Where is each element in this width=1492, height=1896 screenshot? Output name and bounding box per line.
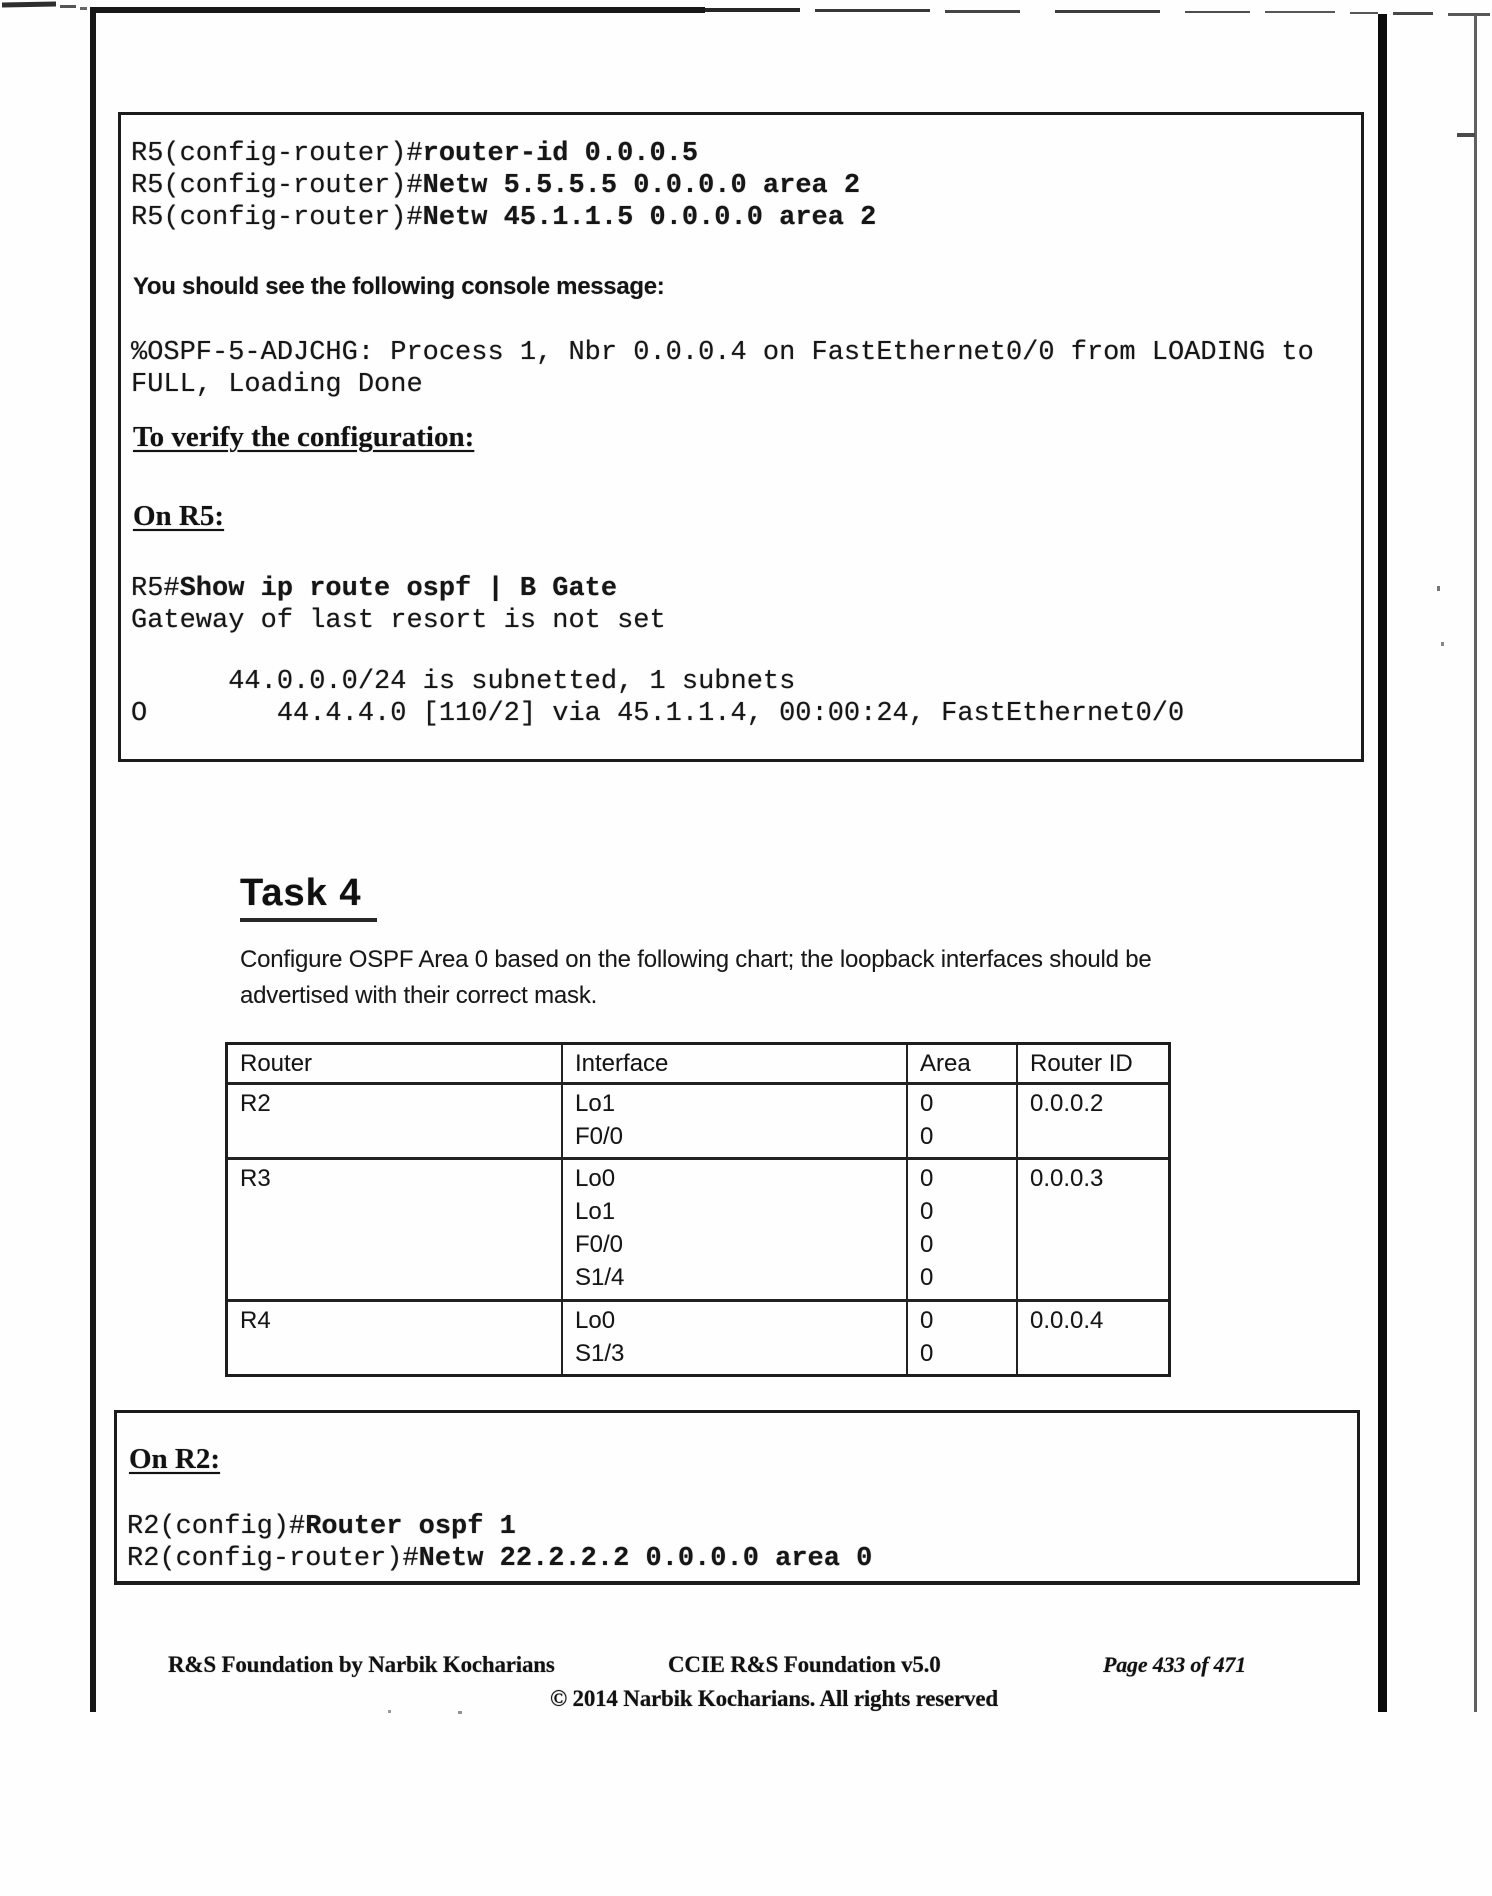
router-cell: R3: [240, 1165, 271, 1192]
console-note: You should see the following console message:: [133, 273, 665, 300]
page-frame-top-dash: [945, 10, 1020, 13]
area-line: 0: [920, 1340, 934, 1367]
cli-prompt: R5(config-router)#: [131, 203, 423, 233]
router-id-cell: 0.0.0.3: [1016, 1160, 1162, 1299]
scan-speck: [1437, 586, 1440, 591]
router-cell: R4: [240, 1307, 271, 1334]
area-line: 0: [920, 1090, 934, 1117]
area-line: 0: [920, 1165, 934, 1192]
cli-output-line: 44.0.0.0/24 is subnetted, 1 subnets: [131, 667, 796, 697]
page-frame-top: [90, 7, 705, 13]
scan-speck: [388, 1710, 391, 1713]
router-id-cell: 0.0.0.2: [1016, 1085, 1162, 1157]
cli-line: [131, 170, 860, 202]
interface-cell: [561, 1160, 906, 1299]
table-row-r2: [228, 1082, 1168, 1157]
area-line: 0: [920, 1264, 934, 1291]
cli-command: Netw 5.5.5.5 0.0.0.0 area 2: [422, 171, 861, 201]
interface-line: S1/3: [575, 1340, 625, 1367]
cli-prompt: R5#: [131, 574, 180, 604]
column-header-area: Area: [906, 1045, 1016, 1082]
verify-heading: To verify the configuration:: [133, 421, 475, 453]
cli-prompt: R5(config-router)#: [131, 139, 423, 169]
interface-line: Lo0: [575, 1165, 616, 1192]
router-id-cell: 0.0.0.4: [1016, 1302, 1162, 1374]
area-line: 0: [920, 1307, 934, 1334]
page-frame-top-dash: [1265, 11, 1335, 13]
area-cell: [906, 1160, 1016, 1299]
on-r2-heading: On R2:: [129, 1443, 221, 1475]
page-frame-top-dash: [1448, 13, 1490, 16]
interface-line: Lo0: [575, 1307, 616, 1334]
column-header-router: Router: [240, 1050, 313, 1077]
cli-prompt: R5(config-router)#: [131, 171, 423, 201]
table-header-row: [228, 1045, 1168, 1082]
page-frame-top-dash: [1350, 12, 1378, 14]
cli-line: [131, 138, 698, 170]
console-box-r2: [114, 1410, 1360, 1585]
area-cell: [906, 1085, 1016, 1157]
scan-artifact-dash: [2, 2, 56, 8]
cli-line: [131, 202, 876, 234]
on-r5-heading: On R5:: [133, 500, 225, 532]
area-line: 0: [920, 1231, 934, 1258]
console-message-line: FULL, Loading Done: [131, 370, 423, 400]
page-frame-left: [90, 7, 96, 1712]
cli-prompt: R2(config-router)#: [127, 1544, 419, 1574]
console-output-box-r5: [118, 112, 1364, 762]
cli-command: Router ospf 1: [305, 1512, 516, 1542]
scan-speck: [1441, 642, 1444, 646]
page-edge-line: [1474, 15, 1477, 1712]
router-cell: R2: [240, 1090, 271, 1117]
footer-course-title: CCIE R&S Foundation v5.0: [668, 1652, 941, 1677]
cli-command: Netw 45.1.1.5 0.0.0.0 area 2: [422, 203, 877, 233]
interface-line: Lo1: [575, 1090, 616, 1117]
cli-line: [127, 1543, 872, 1575]
scan-speck: [458, 1711, 462, 1714]
area-line: 0: [920, 1123, 934, 1150]
spine-shadow-bar: [1378, 14, 1387, 1712]
cli-prompt: R2(config)#: [127, 1512, 306, 1542]
page-edge-tick: [1457, 133, 1475, 137]
footer-page-number: Page 433 of 471: [1103, 1652, 1247, 1677]
cli-output-line: O 44.4.4.0 [110/2] via 45.1.1.4, 00:00:24, FastEthernet0/0: [131, 699, 1185, 729]
cli-line: [131, 573, 617, 605]
page-frame-top-dash: [705, 8, 800, 12]
cli-command: router-id 0.0.0.5: [422, 139, 699, 169]
area-line: 0: [920, 1198, 934, 1225]
page-frame-top-dash: [1393, 12, 1433, 15]
task-title: Task 4: [240, 872, 377, 922]
interface-cell: [561, 1302, 906, 1374]
interface-line: S1/4: [575, 1264, 625, 1291]
page-frame-top-dash: [1185, 11, 1250, 13]
cli-command: Show ip route ospf | B Gate: [179, 574, 618, 604]
page-frame-top-dash: [1055, 10, 1160, 13]
cli-command: Netw 22.2.2.2 0.0.0.0 area 0: [418, 1544, 873, 1574]
ospf-area-table: [225, 1042, 1171, 1377]
interface-line: F0/0: [575, 1123, 624, 1150]
column-header-interface: Interface: [561, 1045, 906, 1082]
scan-artifact-dash: [60, 5, 76, 8]
column-header-router-id: Router ID: [1016, 1045, 1162, 1082]
task-description: Configure OSPF Area 0 based on the following chart; the loopback interfaces should be advertised with their correct mask.: [240, 946, 1152, 1009]
page-frame-top-dash: [815, 9, 930, 12]
cli-line: [127, 1511, 516, 1543]
console-message-line: %OSPF-5-ADJCHG: Process 1, Nbr 0.0.0.4 on FastEthernet0/0 from LOADING to: [131, 338, 1314, 368]
table-row-r4: [228, 1299, 1168, 1374]
interface-cell: [561, 1085, 906, 1157]
table-row-r3: [228, 1157, 1168, 1299]
interface-line: F0/0: [575, 1231, 624, 1258]
area-cell: [906, 1302, 1016, 1374]
cli-output-line: Gateway of last resort is not set: [131, 606, 666, 636]
scan-artifact-dash: [80, 7, 87, 10]
footer-copyright: © 2014 Narbik Kocharians. All rights reserved: [550, 1686, 998, 1711]
footer-book-title: R&S Foundation by Narbik Kocharians: [168, 1652, 555, 1677]
interface-line: Lo1: [575, 1198, 616, 1225]
